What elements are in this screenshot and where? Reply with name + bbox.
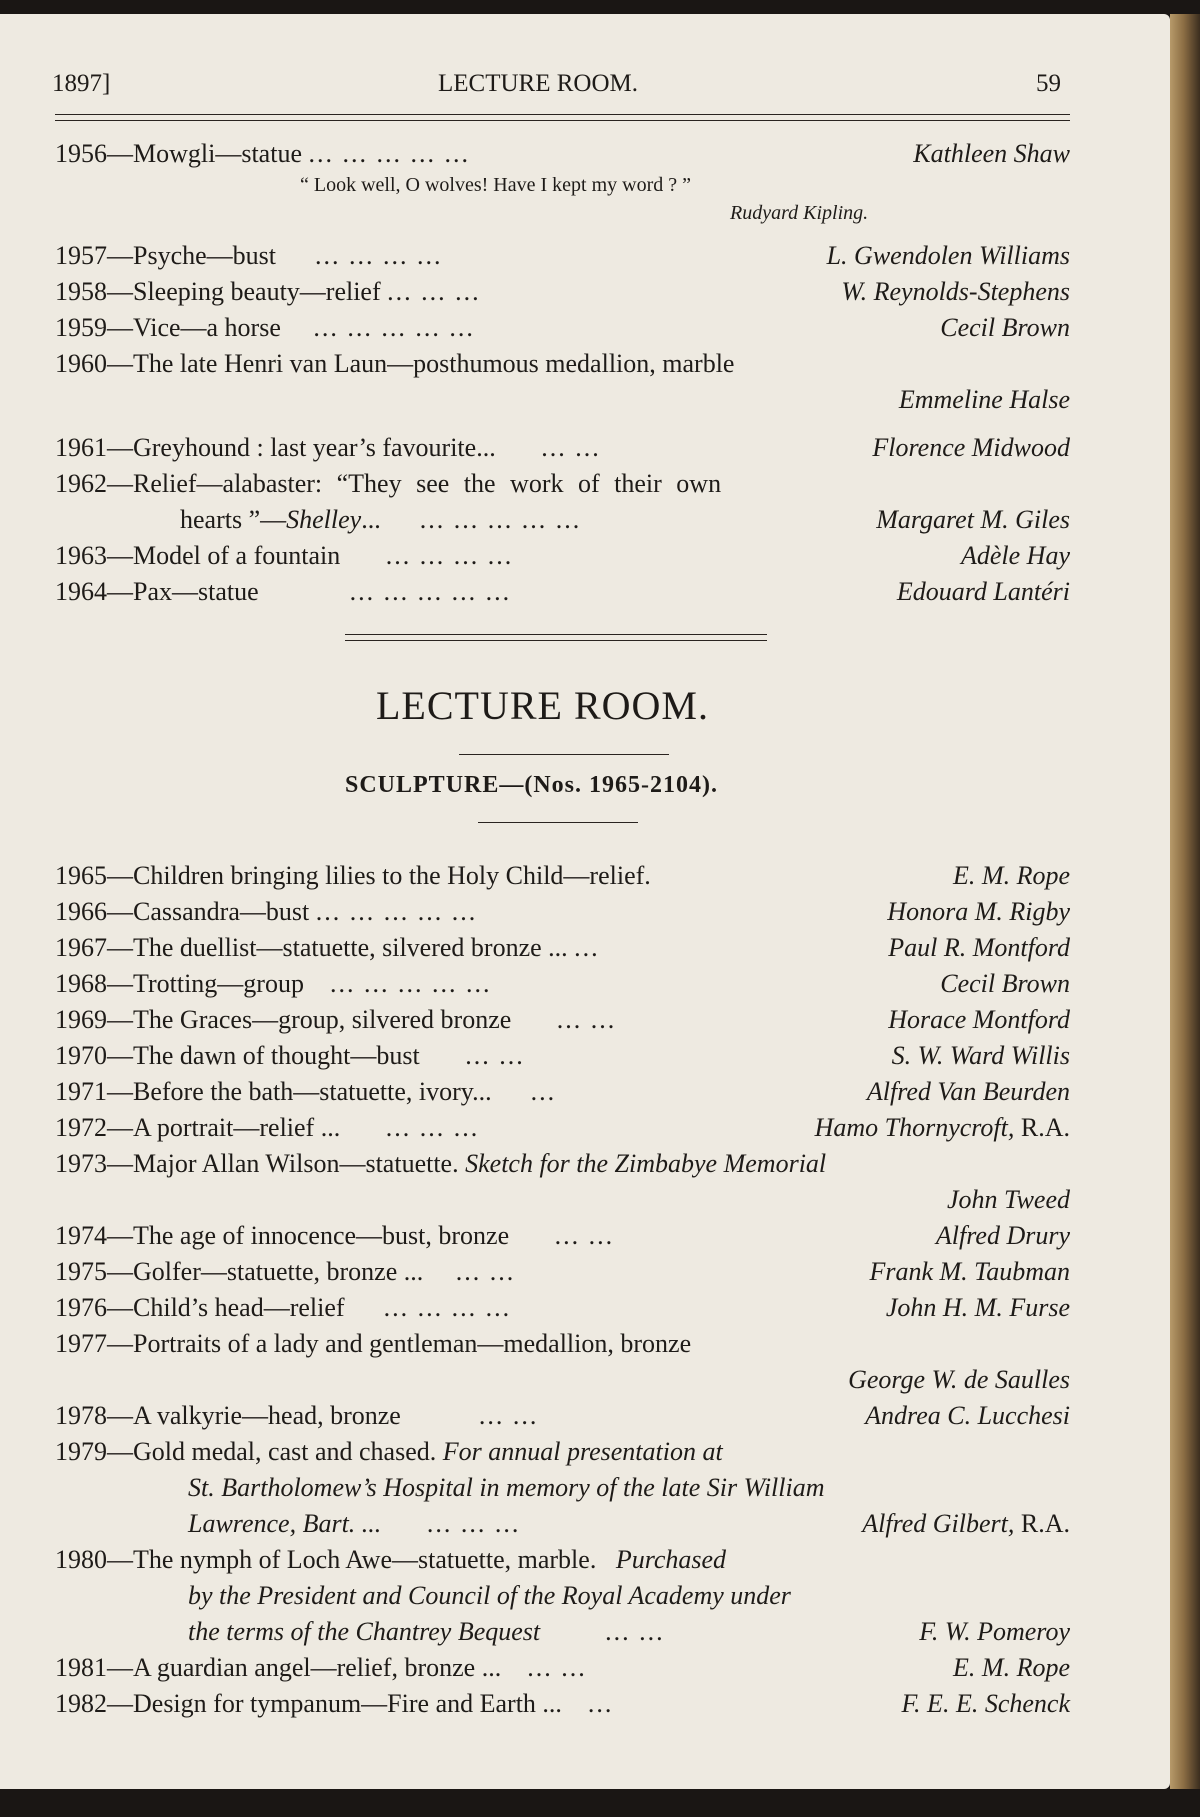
entry-text: St. Bartholomew’s Hospital in memory of the late Sir William — [188, 1473, 825, 1502]
entry-1977-artist — [55, 1364, 1070, 1396]
entry-artist: Andrea C. Lucchesi — [865, 1401, 1070, 1430]
section-title: LECTURE ROOM. — [376, 683, 709, 728]
entry-text: Lawrence, Bart. ... ... ... ... — [188, 1509, 521, 1538]
entry-1974 — [55, 1220, 1070, 1252]
entry-text: 1964—Pax—statue ... ... ... ... ... — [55, 577, 512, 606]
entry-artist: S. W. Ward Willis — [891, 1041, 1070, 1070]
entry-text: 1974—The age of innocence—bust, bronze ... ... — [55, 1221, 615, 1250]
entry-1979-cont-2 — [55, 1508, 1070, 1540]
entry-text: 1957—Psyche—bust ... ... ... ... — [55, 241, 443, 270]
entry-1960 — [55, 348, 1070, 380]
entry-artist: W. Reynolds-Stephens — [841, 277, 1070, 306]
entry-artist: Horace Montford — [888, 1005, 1070, 1034]
entry-artist: Edouard Lantéri — [896, 577, 1070, 606]
entry-1962-cont — [55, 504, 1070, 536]
entry-1975 — [55, 1256, 1070, 1288]
entry-1981 — [55, 1652, 1070, 1684]
entry-text: 1969—The Graces—group, silvered bronze ... ... — [55, 1005, 617, 1034]
header-title: LECTURE ROOM. — [438, 70, 638, 97]
entry-text: 1962—Relief—alabaster: “They see the work of their own — [55, 469, 722, 498]
page-content — [0, 14, 1170, 1789]
entry-artist: Alfred Van Beurden — [866, 1077, 1070, 1106]
entry-artist: Margaret M. Giles — [876, 505, 1070, 534]
entry-artist: John Tweed — [947, 1185, 1070, 1214]
entry-1969 — [55, 1004, 1070, 1036]
entry-text: 1972—A portrait—relief ... ... ... ... — [55, 1113, 480, 1142]
title-rule — [459, 754, 669, 755]
entry-text: 1956—Mowgli—statue ... ... ... ... ... — [55, 139, 470, 168]
entry-1964 — [55, 576, 1070, 608]
entry-1977 — [55, 1328, 1070, 1360]
entry-text: 1963—Model of a fountain ... ... ... ... — [55, 541, 514, 570]
entry-1956 — [55, 138, 1070, 170]
entry-artist: E. M. Rope — [953, 861, 1070, 890]
subtitle-rule — [478, 822, 638, 823]
entry-artist: Paul R. Montford — [888, 933, 1070, 962]
entry-artist: F. E. E. Schenck — [901, 1689, 1070, 1718]
entry-1978 — [55, 1400, 1070, 1432]
entry-artist: Kathleen Shaw — [913, 139, 1070, 168]
entry-artist: Alfred Gilbert, R.A. — [862, 1509, 1070, 1538]
entry-artist: Frank M. Taubman — [869, 1257, 1070, 1286]
entry-text: by the President and Council of the Royal Academy under — [188, 1581, 791, 1610]
entry-1971 — [55, 1076, 1070, 1108]
entry-text: 1981—A guardian angel—relief, bronze ... ... ... — [55, 1653, 587, 1682]
entry-artist: Alfred Drury — [935, 1221, 1070, 1250]
entry-text: 1975—Golfer—statuette, bronze ... ... ... — [55, 1257, 516, 1286]
quote-attribution: Rudyard Kipling. — [730, 202, 869, 224]
entry-text: 1966—Cassandra—bust ... ... ... ... ... — [55, 897, 478, 926]
entry-text: 1959—Vice—a horse ... ... ... ... ... — [55, 313, 475, 342]
entry-1965 — [55, 860, 1070, 892]
header-year: 1897] — [52, 70, 111, 97]
entry-1957 — [55, 240, 1070, 272]
entry-text: the terms of the Chantrey Bequest ... ... — [188, 1617, 665, 1646]
entry-1979-cont-1 — [55, 1472, 1070, 1504]
entry-artist: Cecil Brown — [940, 969, 1070, 998]
entry-artist: E. M. Rope — [953, 1653, 1070, 1682]
kipling-quote: “ Look well, O wolves! Have I kept my word ? ” — [300, 174, 691, 196]
entry-text: 1970—The dawn of thought—bust ... ... — [55, 1041, 525, 1070]
entry-text: 1960—The late Henri van Laun—posthumous medallion, marble — [55, 349, 735, 378]
section-subtitle: SCULPTURE—(Nos. 1965-2104). — [345, 772, 719, 798]
entry-1963 — [55, 540, 1070, 572]
entry-1959 — [55, 312, 1070, 344]
entry-1976 — [55, 1292, 1070, 1324]
header-rule-top — [55, 114, 1070, 115]
entry-text: 1968—Trotting—group ... ... ... ... ... — [55, 969, 492, 998]
entry-1958 — [55, 276, 1070, 308]
entry-1960-artist — [55, 384, 1070, 416]
entry-text: 1976—Child’s head—relief ... ... ... ... — [55, 1293, 512, 1322]
entry-text: 1958—Sleeping beauty—relief ... ... ... — [55, 277, 481, 306]
entry-artist: Adèle Hay — [960, 541, 1070, 570]
entry-artist: Florence Midwood — [872, 433, 1070, 462]
entry-1967 — [55, 932, 1070, 964]
section-rule-top — [345, 634, 767, 635]
entry-artist: F. W. Pomeroy — [919, 1617, 1070, 1646]
entry-1973-artist — [55, 1184, 1070, 1216]
entry-artist: Honora M. Rigby — [887, 897, 1070, 926]
page-edge — [1170, 14, 1200, 1789]
entry-1972 — [55, 1112, 1070, 1144]
header-rule-bottom — [55, 120, 1070, 121]
section-rule-bottom — [345, 640, 767, 641]
entry-1980-cont-2 — [55, 1616, 1070, 1648]
entry-1966 — [55, 896, 1070, 928]
entry-artist: John H. M. Furse — [885, 1293, 1070, 1322]
entry-1980-cont-1 — [55, 1580, 1070, 1612]
entry-text: 1980—The nymph of Loch Awe—statuette, marble. Purchased — [55, 1545, 727, 1574]
entry-text: 1979—Gold medal, cast and chased. For annual presentation at — [55, 1437, 723, 1466]
entry-text: 1982—Design for tympanum—Fire and Earth ... ... — [55, 1689, 614, 1718]
entry-1962 — [55, 468, 1070, 500]
entry-1980 — [55, 1544, 1070, 1576]
entry-text: 1971—Before the bath—statuette, ivory... ... — [55, 1077, 557, 1106]
header-page-number: 59 — [1036, 70, 1061, 97]
entry-artist: George W. de Saulles — [848, 1365, 1070, 1394]
entry-1973 — [55, 1148, 1070, 1180]
entry-text: 1965—Children bringing lilies to the Holy Child—relief. — [55, 861, 651, 890]
entry-1982 — [55, 1688, 1070, 1720]
entry-text: 1961—Greyhound : last year’s favourite... ... ... — [55, 433, 601, 462]
entry-text: 1977—Portraits of a lady and gentleman—medallion, bronze — [55, 1329, 692, 1358]
entry-1968 — [55, 968, 1070, 1000]
entry-text: 1978—A valkyrie—head, bronze ... ... — [55, 1401, 539, 1430]
entry-1979 — [55, 1436, 1070, 1468]
entry-artist: Emmeline Halse — [898, 385, 1070, 414]
entry-1970 — [55, 1040, 1070, 1072]
entry-artist: Hamo Thornycroft, R.A. — [814, 1113, 1070, 1142]
entry-text: 1973—Major Allan Wilson—statuette. Sketch for the Zimbabye Memorial — [55, 1149, 827, 1178]
entry-artist: Cecil Brown — [940, 313, 1070, 342]
entry-artist: L. Gwendolen Williams — [826, 241, 1070, 270]
entry-text: hearts ”—Shelley... ... ... ... ... ... — [180, 505, 582, 534]
entry-1961 — [55, 432, 1070, 464]
entry-text: 1967—The duellist—statuette, silvered bronze ... ... — [55, 933, 600, 962]
